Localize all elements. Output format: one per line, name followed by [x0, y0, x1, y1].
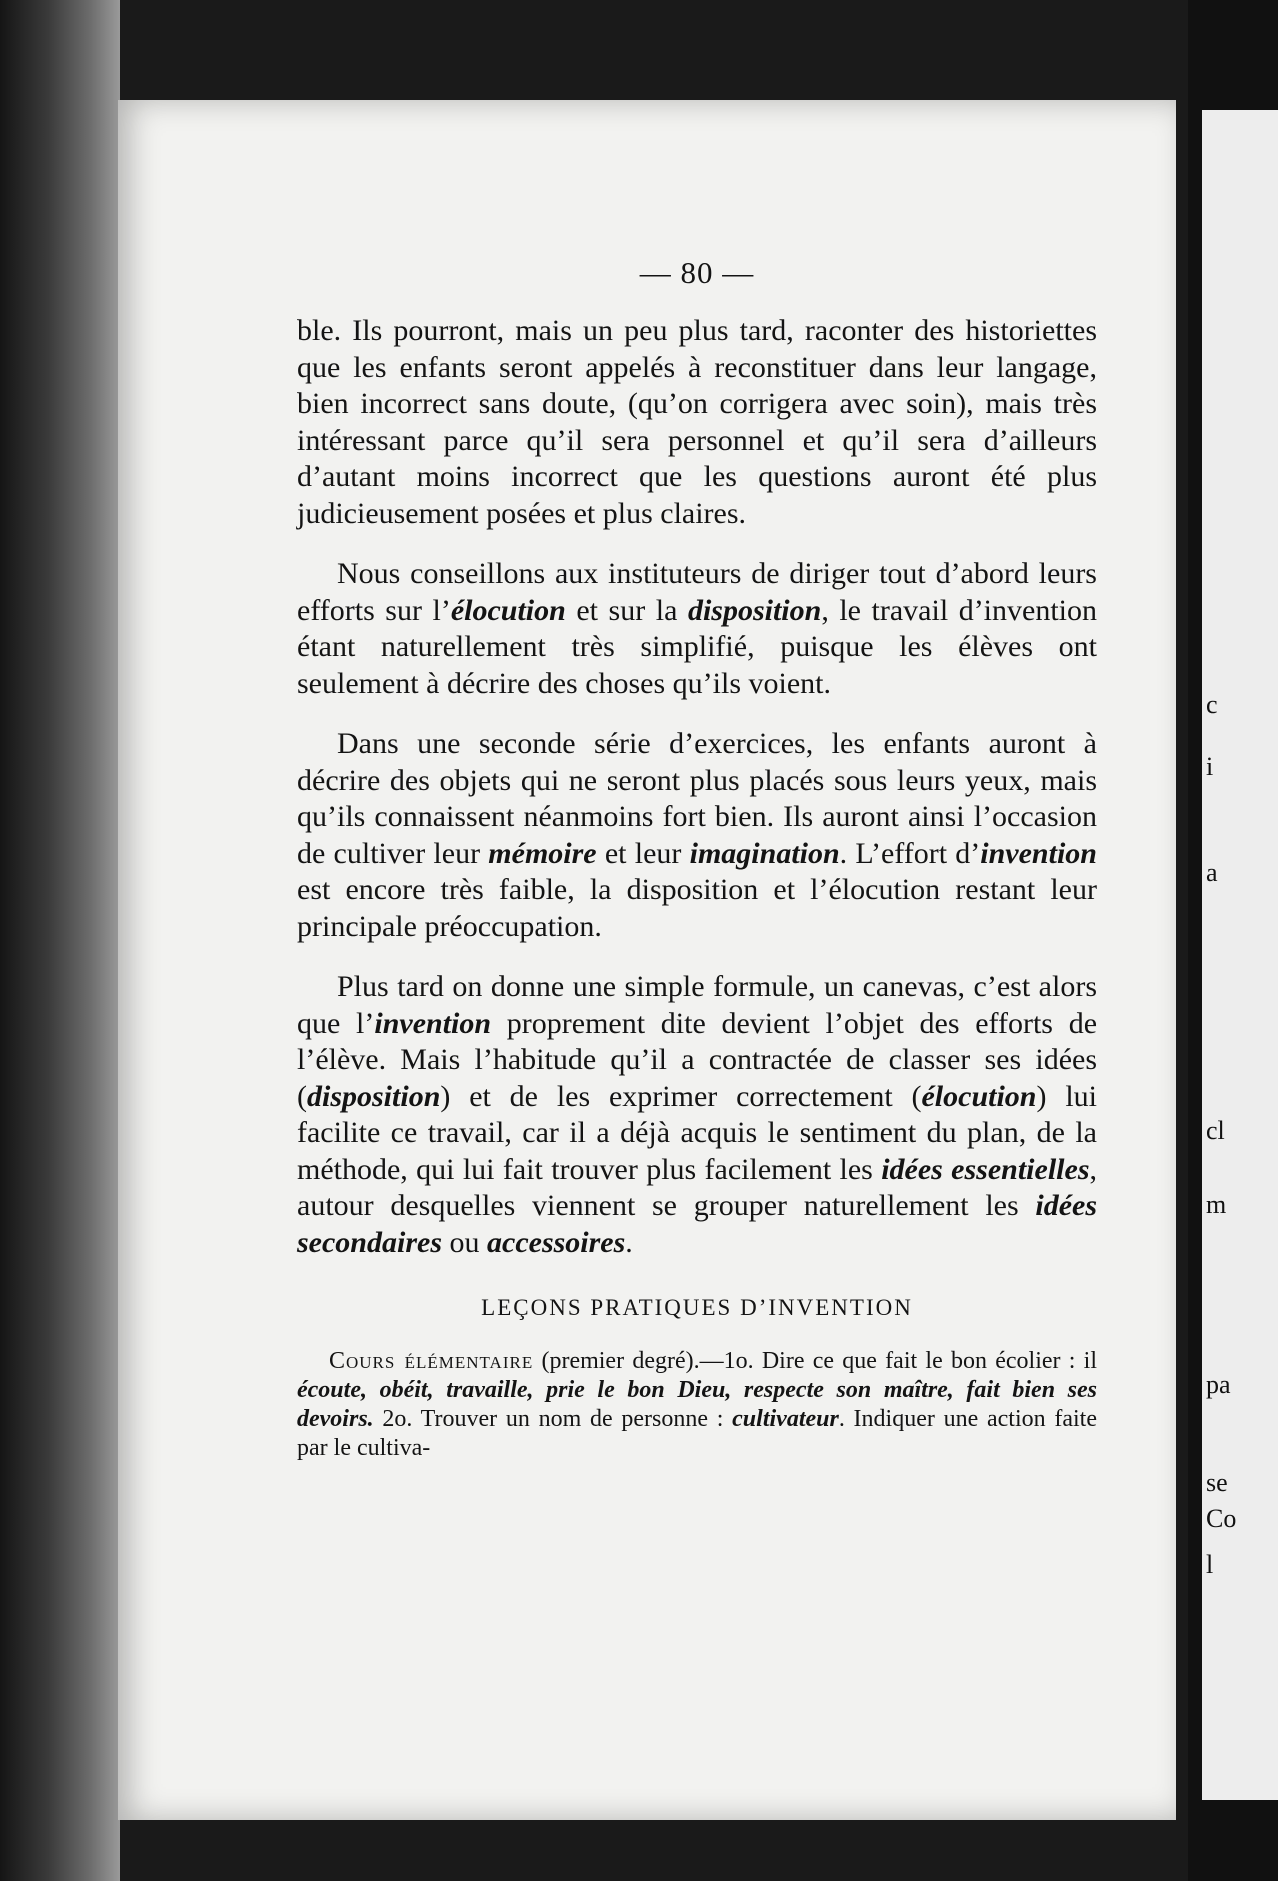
paragraph: [297, 969, 1097, 1261]
adjacent-fragment: l: [1206, 1550, 1214, 1579]
italic-term: invention: [980, 836, 1097, 870]
adjacent-fragment: a: [1206, 858, 1218, 887]
adjacent-fragment: m: [1206, 1190, 1227, 1219]
text-run: 2o. Trouver un nom de personne :: [373, 1406, 733, 1432]
text-run: proprement dite devient l’objet des efforts de l’élève. Mais l’habitude qu’il a contractée de classer ses idées (: [297, 1006, 1098, 1113]
scan-left-border: [0, 0, 120, 1881]
section-heading: LEÇONS PRATIQUES D’INVENTION: [481, 1295, 913, 1320]
text-run: (premier degré).—1o. Dire ce que fait le bon écolier : il: [533, 1348, 1097, 1374]
adjacent-fragment: pa: [1206, 1370, 1231, 1399]
adjacent-fragment: cl: [1206, 1116, 1225, 1145]
text-run: , le travail d’invention étant naturellement très simplifié, puisque les élèves ont seulement à décrire des choses qu’ils voient.: [297, 593, 1097, 700]
text-run: Nous conseillons aux instituteurs de diriger tout d’abord leurs efforts sur l’: [297, 557, 1097, 627]
adjacent-fragment: se: [1206, 1468, 1228, 1497]
text-run: ou: [442, 1225, 487, 1259]
text-run: ) lui facilite ce travail, car il a déjà acquis le sentiment du plan, de la méthode, qui lui fait trouver plus facilement les: [297, 1079, 1097, 1186]
text-run: et sur la: [565, 593, 688, 627]
adjacent-page-strip: [1202, 110, 1278, 1800]
italic-term: disposition: [307, 1079, 441, 1113]
text-run: ble. Ils pourront, mais un peu plus tard, raconter des historiettes que les enfants seront appelés à reconstituer dans leur langage, bien incorrect sans doute, (qu’on corrigera avec soin), mais très intéressant parce qu’il sera personnel et qu’il sera d’ailleurs d’autant moins incorrect que les questions auront été plus judicieusement posées et plus claires.: [297, 314, 1097, 530]
text-run: Plus tard on donne une simple formule, un canevas, c’est alors que l’: [297, 970, 1097, 1040]
text-run: . Indiquer une action faite par le cultiva-: [297, 1406, 1097, 1461]
italic-term: idées secondaires: [297, 1189, 1097, 1259]
text-run: . L’effort d’: [839, 836, 981, 870]
italic-term: idées essentielles: [881, 1152, 1090, 1186]
italic-term: élocution: [921, 1079, 1037, 1113]
paragraph: [297, 556, 1097, 702]
text-run: , autour desquelles viennent se grouper naturellement les: [297, 1152, 1097, 1222]
page-number: — 80 —: [639, 255, 755, 290]
paragraph: [297, 313, 1097, 532]
adjacent-page: [1188, 0, 1278, 1881]
italic-term: élocution: [450, 593, 566, 627]
adjacent-fragment: Co: [1206, 1504, 1237, 1533]
italic-term: mémoire: [488, 836, 597, 870]
italic-term: accessoires: [487, 1225, 626, 1259]
italic-term: disposition: [687, 593, 822, 627]
exercise-text: [297, 1347, 1097, 1463]
text-run: est encore très faible, la disposition et l’élocution restant leur principale préoccupation.: [297, 873, 1097, 943]
text-run: .: [625, 1225, 633, 1259]
italic-term: cultivateur: [732, 1406, 839, 1432]
course-label: Cours élémentaire: [329, 1348, 534, 1374]
adjacent-fragment: i: [1206, 752, 1214, 781]
text-run: ) et de les exprimer correctement (: [440, 1079, 922, 1113]
italic-term: écoute, obéit, travaille, prie le bon Dieu, respecte son maître, fait bien ses devoirs.: [297, 1377, 1097, 1432]
italic-term: imagination: [689, 836, 840, 870]
text-run: et leur: [596, 836, 690, 870]
text-run: Dans une seconde série d’exercices, les enfants auront à décrire des objets qui ne seront plus placés sous leurs yeux, mais qu’ils connaissent néanmoins fort bien. Ils auront ainsi l’occasion de cultiver leur: [297, 727, 1097, 870]
paragraph: [297, 726, 1097, 945]
italic-term: invention: [374, 1006, 492, 1040]
body-paragraphs: [297, 313, 1097, 1261]
page-text: [297, 255, 1097, 1463]
adjacent-fragment: c: [1206, 690, 1218, 719]
